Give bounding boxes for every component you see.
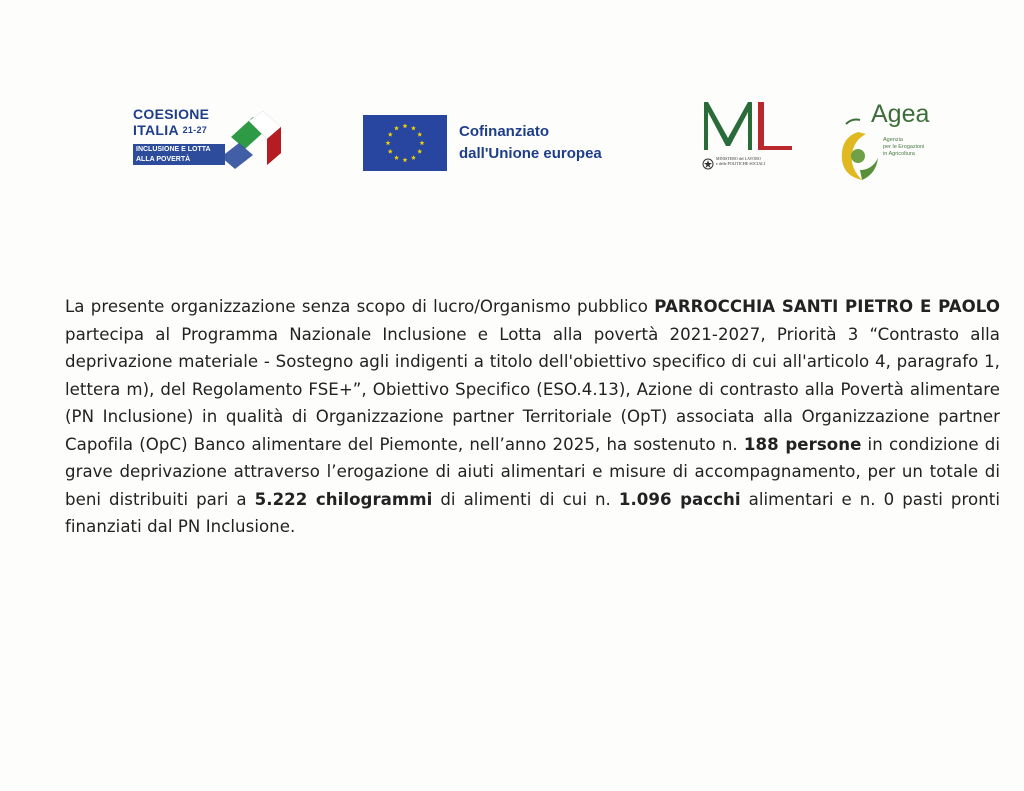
eu-star bbox=[394, 155, 399, 160]
coesione-logo-line2: ITALIA 21-27 bbox=[133, 122, 208, 138]
eu-star bbox=[411, 126, 416, 131]
eu-star bbox=[417, 149, 422, 154]
coesione-logo-years: 21-27 bbox=[182, 125, 208, 135]
eu-stars bbox=[363, 115, 447, 171]
eu-cofinanced-logo bbox=[363, 115, 643, 171]
organization-name: PARROCCHIA SANTI PIETRO E PAOLO bbox=[654, 297, 1000, 316]
eu-star bbox=[411, 155, 416, 160]
declaration-paragraph bbox=[65, 293, 1000, 541]
eu-star bbox=[403, 123, 408, 128]
coesione-logo-line1: COESIONE bbox=[133, 106, 210, 122]
agea-subtitle: Agenzia per le Erogazioni in Agricoltura bbox=[883, 137, 925, 157]
eu-star bbox=[388, 149, 393, 154]
text-segment-4: di alimenti di cui n. bbox=[432, 489, 619, 509]
eu-star bbox=[388, 132, 393, 137]
eu-star bbox=[403, 157, 408, 162]
emblem-icon bbox=[702, 158, 714, 170]
eu-star bbox=[420, 140, 425, 145]
persons-count: 188 persone bbox=[743, 434, 862, 454]
coesione-italia-logo bbox=[133, 103, 283, 173]
ministero-subtitle: MINISTERO del LAVORO e delle POLITICHE SOCIALI bbox=[716, 156, 765, 166]
packages-count: 1.096 pacchi bbox=[618, 489, 741, 509]
agea-logo bbox=[836, 100, 946, 178]
coesione-logo-band: INCLUSIONE E LOTTA ALLA POVERTÀ bbox=[133, 144, 225, 165]
coesione-arrow-icon bbox=[219, 109, 283, 169]
eu-star bbox=[417, 132, 422, 137]
ml-monogram-icon bbox=[698, 96, 798, 158]
text-segment-1: La presente organizzazione senza scopo di lucro/Organismo pubblico bbox=[65, 297, 655, 316]
ministero-lavoro-logo bbox=[698, 96, 798, 180]
text-segment-2: partecipa al Programma Nazionale Inclusione e Lotta alla povertà 2021-2027, Priorità 3 “Contrasto alla deprivazione materiale - Sostegno agli indigenti a titolo dell'obiettivo specifico di cui all'articolo 4, paragrafo 1, lettera m), del Regolamento FSE+”, Obiettivo Specifico (ESO.4.13), Azione di contrasto alla Povertà alimentare (PN Inclusione) in qualità di Organizzazione partner Territoriale (OpT) associata alla Organizzazione partner Capofila (OpC) Banco alimentare del Piemonte, nell’anno 2025, ha sostenuto n. bbox=[65, 324, 1000, 454]
text-segment-5: alimentari e n. 0 pasti pronti finanziati dal PN Inclusione. bbox=[65, 489, 1000, 536]
kilograms-total: 5.222 chilogrammi bbox=[254, 489, 433, 509]
agea-name: Agea bbox=[871, 100, 930, 128]
text-segment-3: in condizione di grave deprivazione attraverso l’erogazione di aiuti alimentari e misure di accompagnamento, per un totale di beni distribuiti pari a bbox=[65, 434, 1000, 509]
eu-star bbox=[394, 126, 399, 131]
eu-flag-icon bbox=[363, 115, 447, 171]
eu-logo-text: Cofinanziato dall'Unione europea bbox=[459, 123, 602, 162]
eu-star bbox=[386, 140, 391, 145]
